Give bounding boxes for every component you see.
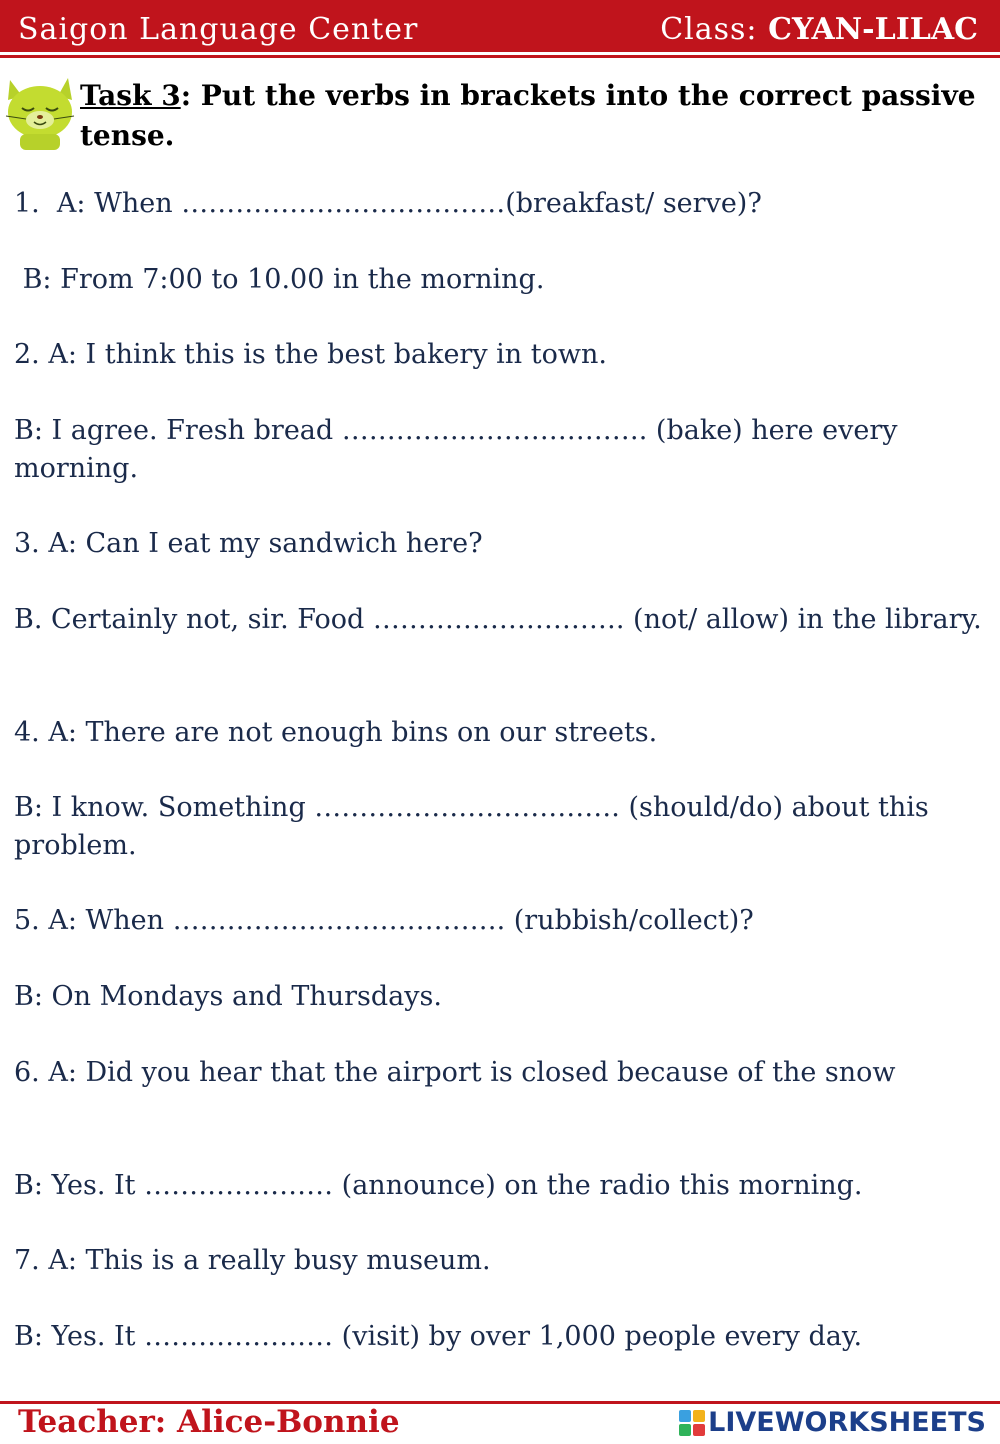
exercise-line: 4. A: There are not enough bins on our streets.: [14, 717, 658, 748]
brand-text: LIVEWORKSHEETS: [708, 1407, 986, 1438]
task-title: [80, 76, 980, 156]
header-divider: [0, 55, 1000, 58]
exercise-line: B: I know. Something ……………………………. (should/do) about this problem.: [14, 792, 938, 861]
class-label: Class:: [660, 12, 758, 47]
exercise-line: 3. A: Can I eat my sandwich here?: [14, 528, 483, 559]
task-number: Task 3: [80, 79, 181, 112]
liveworksheets-logo-icon: [679, 1410, 705, 1436]
exercise-line: B: On Mondays and Thursdays.: [14, 981, 442, 1012]
exercise-line: 5. A: When ………………………………. (rubbish/collect)?: [14, 905, 754, 936]
exercise-line: 1. A: When ………………………………(breakfast/ serve)?: [14, 188, 762, 219]
green-cat-mascot-icon: [0, 70, 80, 152]
exercise-line: 7. A: This is a really busy museum.: [14, 1245, 491, 1276]
teacher-name: Teacher: Alice-Bonnie: [18, 1404, 400, 1440]
class-value: CYAN-LILAC: [768, 12, 978, 47]
task-instruction: : Put the verbs in brackets into the correct passive tense.: [80, 79, 976, 152]
exercise-line: B: From 7:00 to 10.00 in the morning.: [14, 264, 545, 295]
center-name: Saigon Language Center: [18, 12, 419, 47]
exercise-line: B: I agree. Fresh bread ……………………………. (bake) here every morning.: [14, 415, 907, 484]
exercise-line: B. Certainly not, sir. Food ………………………. (not/ allow) in the library.: [14, 604, 982, 635]
exercise-line: 6. A: Did you hear that the airport is closed because of the snow: [14, 1057, 896, 1088]
header-bar: [0, 0, 1000, 52]
liveworksheets-brand: [679, 1407, 986, 1438]
exercise-line: B: Yes. It ………………… (visit) by over 1,000 people every day.: [14, 1321, 863, 1352]
exercise-line: 2. A: I think this is the best bakery in town.: [14, 339, 607, 370]
class-info: [660, 12, 978, 47]
exercise-line: B: Yes. It ………………… (announce) on the radio this morning.: [14, 1170, 863, 1201]
